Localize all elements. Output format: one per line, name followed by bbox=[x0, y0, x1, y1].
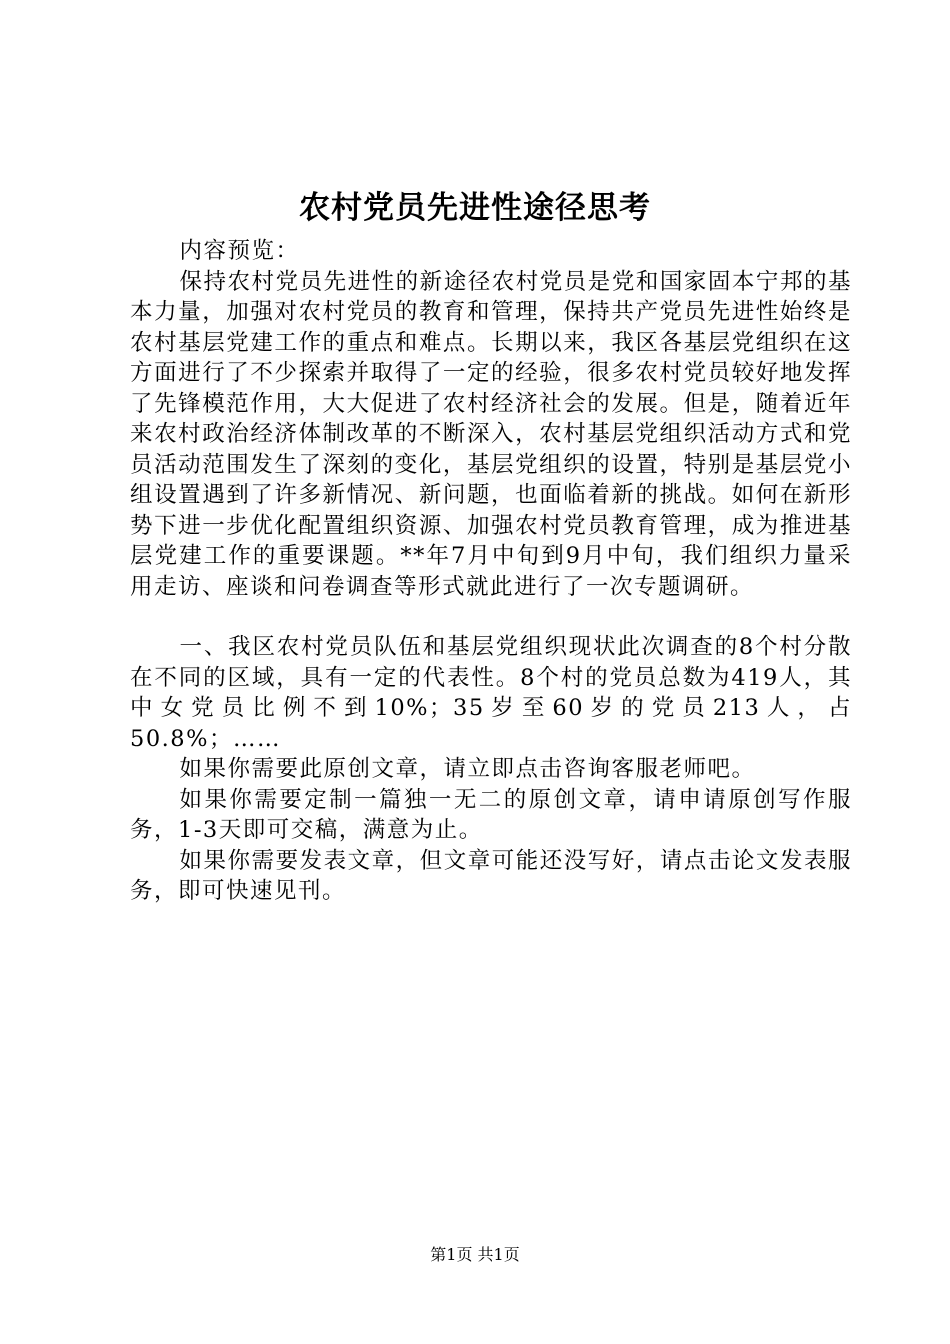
paragraph-spacer bbox=[130, 602, 852, 632]
paragraph-section-one: 一、我区农村党员队伍和基层党组织现状此次调查的8个村分散在不同的区域，具有一定的代表性。8个村的党员总数为419人，其中女党员比例不到10%；35岁至60岁的党员213人，占50.8%；…… bbox=[130, 634, 852, 752]
document-body bbox=[130, 236, 852, 907]
document-title: 农村党员先进性途径思考 bbox=[299, 190, 651, 226]
paragraph-consult-link[interactable]: 如果你需要此原创文章，请立即点击咨询客服老师吧。 bbox=[179, 756, 756, 782]
paragraph-publish-service[interactable]: 如果你需要发表文章，但文章可能还没写好，请点击论文发表服务，即可快速见刊。 bbox=[130, 847, 852, 904]
preview-label: 内容预览： bbox=[179, 238, 300, 264]
paragraph-intro: 保持农村党员先进性的新途径农村党员是党和国家固本宁邦的基本力量，加强对农村党员的教育和管理，保持共产党员先进性始终是农村基层党建工作的重点和难点。长期以来，我区各基层党组织在这方面进行了不少探索并取得了一定的经验，很多农村党员较好地发挥了先锋模范作用，大大促进了农村经济社会的发展。但是，随着近年来农村政治经济体制改革的不断深入，农村基层党组织活动方式和党员活动范围发生了深刻的变化，基层党组织的设置，特别是基层党小组设置遇到了许多新情况、新问题，也面临着新的挑战。如何在新形势下进一步优化配置组织资源、加强农村党员教育管理，成为推进基层党建工作的重要课题。**年7月中旬到9月中旬，我们组织力量采用走访、座谈和问卷调查等形式就此进行了一次专题调研。 bbox=[130, 268, 852, 600]
page-footer: 第1页 共1页 bbox=[430, 1245, 520, 1264]
paragraph-custom-service[interactable]: 如果你需要定制一篇独一无二的原创文章，请申请原创写作服务，1-3天即可交稿，满意为止。 bbox=[130, 786, 852, 843]
